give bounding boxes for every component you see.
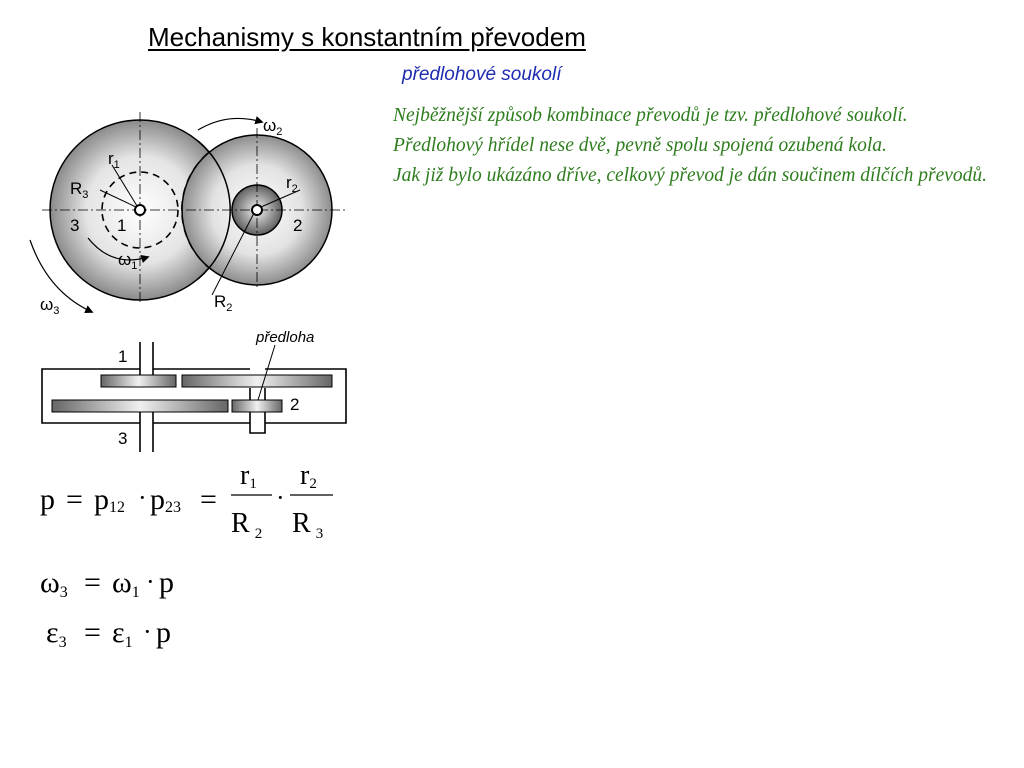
omega1-label: $\omega_1$ xyxy=(118,250,138,272)
gear-2-label: 2 xyxy=(293,216,303,235)
equation-epsilon xyxy=(46,616,171,651)
eq1-frac1-num: r1 xyxy=(240,460,257,492)
shaft-center-1 xyxy=(135,205,145,215)
gear-3-section xyxy=(52,400,228,412)
section-shaft-3-label: 3 xyxy=(118,429,128,448)
eq3-p: p xyxy=(156,616,171,649)
subtitle: předlohové soukolí xyxy=(402,64,562,85)
paragraph-2: Jak již bylo ukázáno dříve, celkový převod je dán součinem dílčích převodů. xyxy=(393,165,988,186)
eq3-dot: · xyxy=(143,617,152,646)
equation-ratio xyxy=(40,460,333,542)
eq2-p: p xyxy=(159,566,174,599)
gear-3-label: 3 xyxy=(70,216,80,235)
eq2-dot: · xyxy=(146,567,155,596)
eq2-rhs: ω1 xyxy=(112,566,140,601)
omega3-label: $\omega_3$ xyxy=(40,295,60,317)
paragraph-1: Nejběžnější způsob kombinace převodů je tzv. předlohové soukolí. Předlohový hřídel nese dvě, pevně spolu spojená ozubená kola. xyxy=(393,105,908,156)
eq1-frac1-den: R $_2$ xyxy=(231,508,263,542)
eq1-dot-1: · xyxy=(138,483,147,512)
eq1-frac2-den: R $_3$ xyxy=(292,508,324,542)
eq1-p23: p23 xyxy=(150,483,181,516)
eq1-equals-1: = xyxy=(66,483,83,516)
eq3-equals: = xyxy=(84,616,101,649)
gear-1-label: 1 xyxy=(117,216,127,235)
eq3-rhs: ε1 xyxy=(112,616,133,651)
gear-2-section xyxy=(232,400,282,412)
eq2-lhs: ω3 xyxy=(40,566,68,601)
omega2-arrow xyxy=(198,118,262,130)
gear-1-section xyxy=(101,375,176,387)
eq3-lhs: ε3 xyxy=(46,616,67,651)
eq1-equals-2: = xyxy=(200,483,217,516)
omega2-label: $\omega_2$ xyxy=(263,116,283,138)
R3-label: $R_3$ xyxy=(70,179,89,201)
page-title: Mechanismy s konstantním převodem xyxy=(148,22,586,52)
section-gear-2-label: 2 xyxy=(290,395,300,414)
gear-diagram xyxy=(30,112,345,317)
section-shaft-1-label: 1 xyxy=(118,347,128,366)
r1-label: $r_1$ xyxy=(108,149,120,171)
eq1-dot-2: · xyxy=(276,483,285,512)
predloha-label: předloha xyxy=(256,329,315,346)
eq2-equals: = xyxy=(84,566,101,599)
eq1-p12: p12 xyxy=(94,483,125,516)
R2-label: $R_2$ xyxy=(214,292,233,314)
eq1-p: p xyxy=(40,483,55,516)
countershaft-gear-section xyxy=(182,375,332,387)
predloha-leader xyxy=(258,345,275,400)
eq1-frac2-num: r2 xyxy=(300,460,317,492)
section-diagram xyxy=(42,329,346,452)
equation-omega xyxy=(40,566,174,601)
r2-label: $r_2$ xyxy=(286,173,298,195)
